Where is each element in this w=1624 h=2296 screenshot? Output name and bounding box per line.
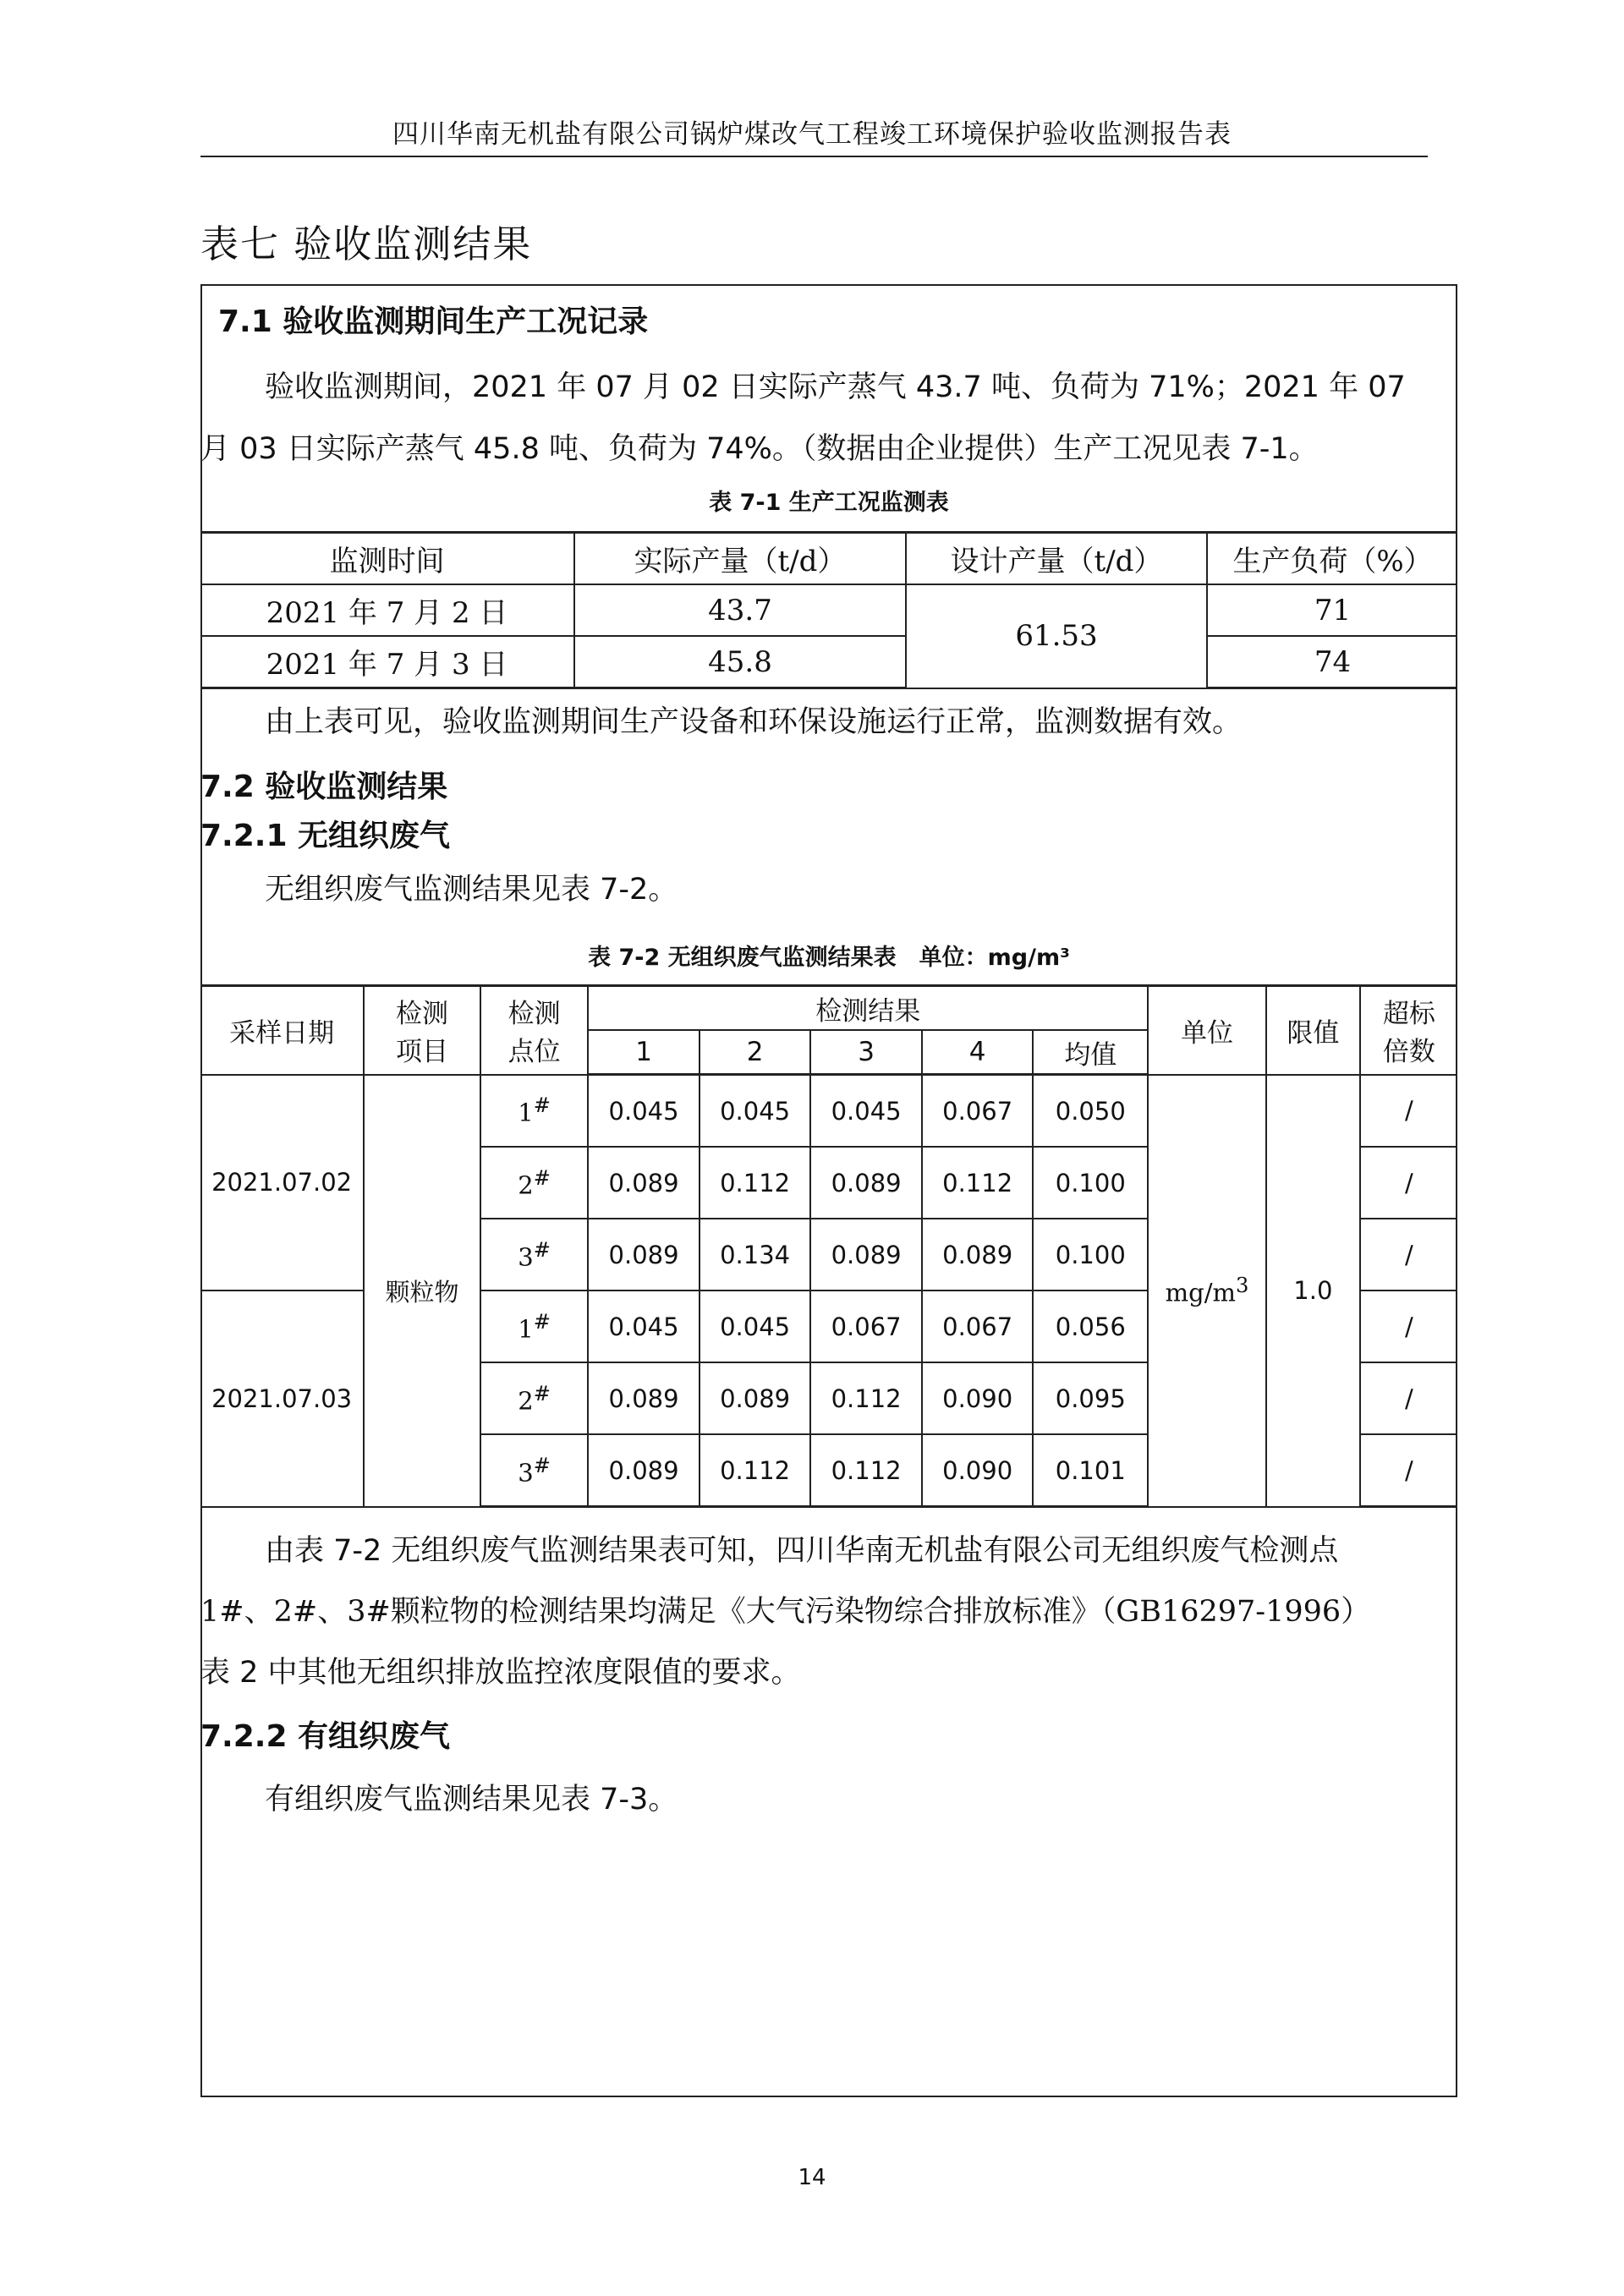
date-cell: 2021 年 7 月 3 日: [200, 636, 574, 688]
exceedance-header: [1360, 986, 1457, 1075]
result-subheader: 1: [588, 1030, 700, 1075]
value-cell: 0.090: [922, 1362, 1034, 1434]
point-number: 3: [518, 1458, 534, 1488]
load-cell: 71: [1207, 584, 1457, 636]
value-cell: 0.045: [810, 1075, 922, 1148]
conclusion-7-1: 由上表可见，验收监测期间生产设备和环保设施运行正常，监测数据有效。: [265, 705, 1243, 739]
point-number: 1: [518, 1099, 534, 1128]
actual-output-cell: 43.7: [574, 584, 906, 636]
unit-header: 单位: [1148, 986, 1266, 1075]
point-cell: [480, 1362, 588, 1434]
unit-cell: [1148, 1075, 1266, 1507]
limit-header: 限值: [1266, 986, 1360, 1075]
heading-7-2-2: 7.2.2 有组织废气: [200, 1719, 451, 1754]
exceedance-cell: /: [1360, 1219, 1457, 1290]
unit-base: mg/m: [1165, 1278, 1236, 1307]
intro-7-2-1: 无组织废气监测结果见表 7-2。: [265, 873, 678, 907]
value-cell: 0.089: [588, 1362, 700, 1434]
table-7-1-caption: 表 7-1 生产工况监测表: [709, 490, 949, 516]
mean-cell: 0.101: [1033, 1434, 1148, 1507]
test-point-header-line1: 检测: [508, 999, 561, 1030]
sampling-date-cell: 2021.07.03: [200, 1290, 364, 1507]
value-cell: 0.089: [922, 1219, 1034, 1290]
page-number: 14: [798, 2165, 826, 2190]
value-cell: 0.112: [810, 1434, 922, 1507]
test-point-header-line2: 点位: [508, 1037, 561, 1068]
intro-7-2-2: 有组织废气监测结果见表 7-3。: [265, 1783, 678, 1817]
sampling-date-cell: 2021.07.02: [200, 1075, 364, 1291]
heading-7-2-1: 7.2.1 无组织废气: [200, 819, 451, 853]
header-cell: 监测时间: [200, 533, 574, 585]
header-cell: 实际产量（t/d）: [574, 533, 906, 585]
exceedance-cell: /: [1360, 1147, 1457, 1219]
table-row: [200, 636, 1457, 688]
design-output-cell: 61.53: [906, 584, 1207, 688]
result-subheader-mean: 均值: [1033, 1030, 1148, 1075]
value-cell: 0.112: [922, 1147, 1034, 1219]
section-title: 表七 验收监测结果: [200, 222, 533, 266]
analysis-7-2-line1: 由表 7-2 无组织废气监测结果表可知，四川华南无机盐有限公司无组织废气检测点: [265, 1534, 1339, 1568]
mean-cell: 0.100: [1033, 1219, 1148, 1290]
result-subheader: 2: [700, 1030, 811, 1075]
exceedance-header-line2: 倍数: [1382, 1037, 1435, 1068]
mean-cell: 0.050: [1033, 1075, 1148, 1148]
load-cell: 74: [1207, 636, 1457, 688]
point-mark: #: [533, 1381, 551, 1406]
value-cell: 0.067: [922, 1290, 1034, 1362]
header-cell: 生产负荷（%）: [1207, 533, 1457, 585]
value-cell: 0.089: [588, 1434, 700, 1507]
paragraph-7-1-line1: 验收监测期间，2021 年 07 月 02 日实际产蒸气 43.7 吨、负荷为 71%；2021 年 07: [265, 370, 1406, 404]
table-row: [200, 584, 1457, 636]
limit-cell: 1.0: [1266, 1075, 1360, 1507]
value-cell: 0.090: [922, 1434, 1034, 1507]
table-row: [200, 1075, 1457, 1148]
exceedance-header-line1: 超标: [1382, 999, 1435, 1030]
test-item-cell: 颗粒物: [364, 1075, 480, 1507]
paragraph-7-1-line2: 月 03 日实际产蒸气 45.8 吨、负荷为 74%。（数据由企业提供）生产工况见表 7-1。: [200, 432, 1319, 466]
value-cell: 0.112: [700, 1434, 811, 1507]
point-cell: [480, 1075, 588, 1148]
point-number: 3: [518, 1242, 534, 1272]
test-results-header: 检测结果: [588, 986, 1148, 1031]
result-subheader: 3: [810, 1030, 922, 1075]
test-item-header-line2: 项目: [396, 1037, 449, 1068]
value-cell: 0.067: [810, 1290, 922, 1362]
point-cell: [480, 1434, 588, 1507]
heading-7-2: 7.2 验收监测结果: [200, 770, 448, 804]
point-number: 1: [518, 1314, 534, 1344]
test-point-header: [480, 986, 588, 1075]
test-item-header: [364, 986, 480, 1075]
result-subheader: 4: [922, 1030, 1034, 1075]
value-cell: 0.134: [700, 1219, 811, 1290]
exceedance-cell: /: [1360, 1362, 1457, 1434]
table-header-row: [200, 986, 1457, 1031]
production-table: [200, 531, 1457, 689]
point-mark: #: [533, 1309, 551, 1334]
actual-output-cell: 45.8: [574, 636, 906, 688]
value-cell: 0.045: [700, 1075, 811, 1148]
exceedance-cell: /: [1360, 1434, 1457, 1507]
heading-7-1: 7.1 验收监测期间生产工况记录: [218, 304, 649, 339]
table-header-row: [200, 533, 1457, 585]
point-mark: #: [533, 1453, 551, 1477]
point-mark: #: [533, 1093, 551, 1118]
value-cell: 0.089: [588, 1219, 700, 1290]
point-cell: [480, 1290, 588, 1362]
point-mark: #: [533, 1237, 551, 1262]
value-cell: 0.089: [588, 1147, 700, 1219]
value-cell: 0.045: [588, 1075, 700, 1148]
unit-superscript: 3: [1235, 1274, 1249, 1298]
exceedance-cell: /: [1360, 1290, 1457, 1362]
analysis-7-2-line3: 表 2 中其他无组织排放监控浓度限值的要求。: [200, 1656, 801, 1690]
point-number: 2: [518, 1386, 534, 1416]
point-cell: [480, 1219, 588, 1290]
table-7-2-caption: 表 7-2 无组织废气监测结果表 单位：mg/m³: [588, 945, 1070, 971]
value-cell: 0.045: [588, 1290, 700, 1362]
header-rule: [200, 156, 1428, 157]
exceedance-cell: /: [1360, 1075, 1457, 1148]
test-item-header-line1: 检测: [396, 999, 449, 1030]
value-cell: 0.045: [700, 1290, 811, 1362]
report-header-title: 四川华南无机盐有限公司锅炉煤改气工程竣工环境保护验收监测报告表: [392, 119, 1232, 150]
analysis-7-2-line2: 1#、2#、3#颗粒物的检测结果均满足《大气污染物综合排放标准》（GB16297-1996）: [200, 1595, 1371, 1629]
value-cell: 0.112: [700, 1147, 811, 1219]
mean-cell: 0.056: [1033, 1290, 1148, 1362]
value-cell: 0.112: [810, 1362, 922, 1434]
value-cell: 0.089: [810, 1219, 922, 1290]
header-cell: 设计产量（t/d）: [906, 533, 1207, 585]
value-cell: 0.089: [700, 1362, 811, 1434]
sampling-date-header: 采样日期: [200, 986, 364, 1075]
mean-cell: 0.095: [1033, 1362, 1148, 1434]
date-cell: 2021 年 7 月 2 日: [200, 584, 574, 636]
value-cell: 0.089: [810, 1147, 922, 1219]
point-mark: #: [533, 1165, 551, 1190]
point-number: 2: [518, 1170, 534, 1200]
point-cell: [480, 1147, 588, 1219]
mean-cell: 0.100: [1033, 1147, 1148, 1219]
value-cell: 0.067: [922, 1075, 1034, 1148]
fugitive-emission-table: [200, 984, 1457, 1508]
